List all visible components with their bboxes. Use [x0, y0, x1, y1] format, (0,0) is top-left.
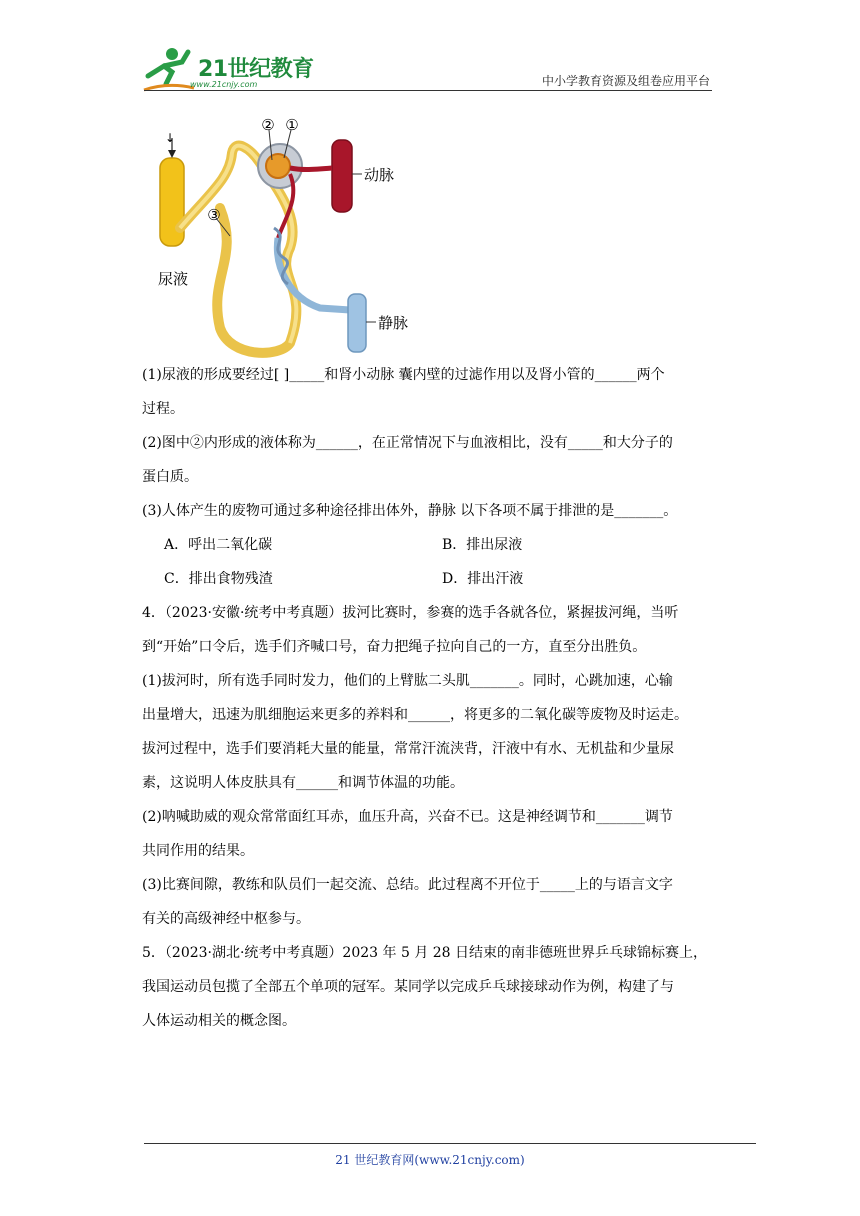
q4-stem-line2: 到“开始”口令后，选手们齐喊口号，奋力把绳子拉向自己的一方，直至分出胜负。	[142, 639, 647, 655]
q4-1-line1: (1)拔河时，所有选手同时发力，他们的上臂肱二头肌_______。同时，心跳加速，心输	[142, 673, 673, 689]
option-d[interactable]: D．排出汗液	[442, 571, 524, 587]
label-circle-1: ①	[285, 116, 299, 134]
label-circle-3: ③	[207, 206, 221, 224]
artery-vessel	[332, 140, 352, 212]
runner-logo-icon	[142, 46, 196, 92]
option-a[interactable]: A．呼出二氧化碳	[164, 537, 273, 553]
q4-2-line1: (2)呐喊助威的观众常常面红耳赤，血压升高，兴奋不已。这是神经调节和_______调节	[142, 809, 673, 825]
q4-stem-line1: 4．（2023·安徽·统考中考真题）拔河比赛时，参赛的选手各就各位，紧握拔河绳，当听	[142, 605, 679, 621]
q5-stem-line2: 我国运动员包揽了全部五个单项的冠军。某同学以完成乒乓球接球动作为例，构建了与	[142, 979, 674, 995]
logo-url: www.21cnjy.com	[190, 80, 258, 89]
q4-1-line2: 出量增大，迅速为肌细胞运来更多的养料和______，将更多的二氧化碳等废物及时运走。	[142, 707, 688, 723]
label-urine: 尿液	[158, 270, 189, 288]
flow-arrow: ↓	[164, 131, 176, 145]
q5-stem-line1: 5．（2023·湖北·统考中考真题）2023 年 5 月 28 日结束的南非德班世界乒乓球锦标赛上，	[142, 945, 708, 961]
header-tagline: 中小学教育资源及组卷应用平台	[541, 74, 710, 88]
options-row-cd	[142, 562, 722, 596]
q4-1-line4: 素，这说明人体皮肤具有______和调节体温的功能。	[142, 775, 464, 791]
q4-3-line2: 有关的高级神经中枢参与。	[142, 911, 310, 927]
label-vein: 静脉	[378, 314, 409, 332]
q5-stem-line3: 人体运动相关的概念图。	[142, 1013, 296, 1029]
question-content	[142, 358, 722, 1038]
logo-text: 21世纪教育	[198, 57, 314, 82]
footer-divider	[144, 1143, 756, 1144]
q3-1-line1: (1)尿液的形成要经过[ ]_____和肾小动脉 囊内壁的过滤作用以及肾小管的______两个	[142, 367, 665, 383]
label-artery: 动脉	[364, 166, 395, 184]
q3-3-line1: (3)人体产生的废物可通过多种途径排出体外，静脉 以下各项不属于排泄的是_______。	[142, 503, 678, 519]
glomerulus	[266, 154, 290, 178]
q3-2-line2: 蛋白质。	[142, 469, 198, 485]
kidney-nephron-diagram	[150, 108, 430, 358]
label-circle-2: ②	[261, 116, 275, 134]
q3-1-line2: 过程。	[142, 401, 184, 417]
site-logo[interactable]	[142, 44, 312, 92]
option-c[interactable]: C．排出食物残渣	[164, 571, 273, 587]
q4-2-line2: 共同作用的结果。	[142, 843, 254, 859]
header-divider	[144, 90, 712, 91]
q3-2-line1: (2)图中②内形成的液体称为______，在正常情况下与血液相比，没有_____和大分子的	[142, 435, 673, 451]
page-header	[0, 0, 860, 100]
nephron-illustration	[150, 108, 430, 358]
footer-link[interactable]: 21 世纪教育网(www.21cnjy.com)	[335, 1153, 525, 1167]
option-b[interactable]: B．排出尿液	[442, 537, 523, 553]
q4-3-line1: (3)比赛间隙，教练和队员们一起交流、总结。此过程离不开位于_____上的与语言文字	[142, 877, 673, 893]
options-row-ab	[142, 528, 722, 562]
q4-1-line3: 拔河过程中，选手们要消耗大量的能量，常常汗流浃背，汗液中有水、无机盐和少量尿	[142, 741, 674, 757]
